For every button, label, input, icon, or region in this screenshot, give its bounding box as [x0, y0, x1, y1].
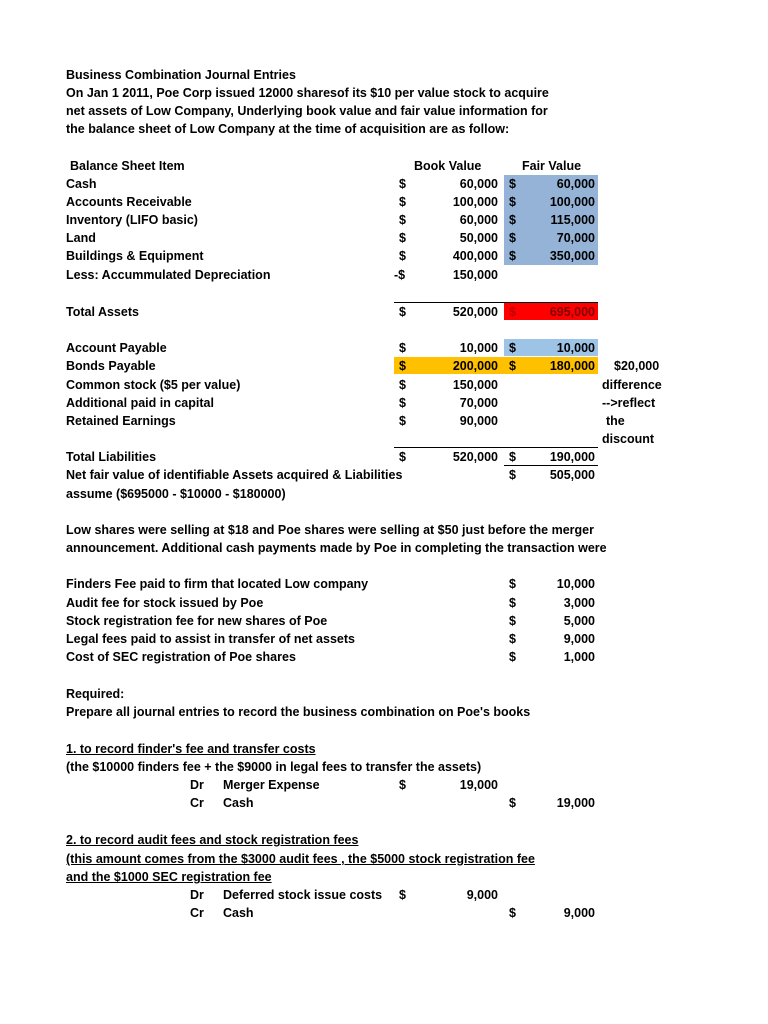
total-liabilities-book-sign: $ — [399, 450, 406, 464]
entry2-dr-account: Deferred stock issue costs — [223, 888, 383, 902]
entry2-sub-1: (this amount comes from the $3000 audit fees , the $5000 stock registration fee — [66, 852, 535, 866]
entry2-sub-2: and the $1000 SEC registration fee — [66, 870, 272, 884]
note-line-5: discount — [602, 432, 655, 446]
fee-sign: $ — [509, 614, 516, 628]
book-value: 150,000 — [452, 378, 498, 392]
book-sign: $ — [399, 249, 406, 263]
net-fair-label-2: assume ($695000 - $10000 - $180000) — [66, 487, 286, 501]
book-value: 150,000 — [452, 268, 498, 282]
fair-value: 60,000 — [556, 177, 595, 191]
net-fair-rule — [504, 465, 598, 466]
entry1-dr-sign: $ — [399, 778, 406, 792]
fair-sign: $ — [509, 359, 516, 373]
entry2-cr-tag: Cr — [190, 906, 204, 920]
total-assets-book-sign: $ — [399, 305, 406, 319]
fee-value: 10,000 — [556, 577, 595, 591]
row-label: Account Payable — [66, 341, 167, 355]
row-label: Common stock ($5 per value) — [66, 378, 241, 392]
book-sign: -$ — [394, 268, 406, 282]
fair-sign: $ — [509, 249, 516, 263]
net-fair-sign: $ — [509, 468, 516, 482]
entry1-cr-account: Cash — [223, 796, 254, 810]
required-heading: Required: — [66, 687, 125, 701]
fair-sign: $ — [509, 213, 516, 227]
book-value: 90,000 — [459, 414, 498, 428]
total-assets-fair: 695,000 — [549, 305, 595, 319]
total-liabilities-label: Total Liabilities — [66, 450, 157, 464]
book-sign: $ — [399, 359, 406, 373]
note-line-4: the — [606, 414, 625, 428]
entry2-cr-amount: 9,000 — [563, 906, 595, 920]
shares-line-2: announcement. Additional cash payments made by Poe in completing the transaction were — [66, 541, 607, 555]
fair-sign: $ — [509, 341, 516, 355]
header-book: Book Value — [414, 159, 482, 173]
row-label: Less: Accummulated Depreciation — [66, 268, 271, 282]
net-fair-label-1: Net fair value of identifiable Assets acquired & Liabilities — [66, 468, 403, 482]
total-liabilities-rule — [394, 447, 598, 448]
fee-sign: $ — [509, 632, 516, 646]
entry1-dr-amount: 19,000 — [459, 778, 498, 792]
book-value: 400,000 — [452, 249, 498, 263]
entry2-heading: 2. to record audit fees and stock registration fees — [66, 833, 359, 847]
row-label: Additional paid in capital — [66, 396, 214, 410]
entry1-sub: (the $10000 finders fee + the $9000 in legal fees to transfer the assets) — [66, 760, 482, 774]
fee-value: 1,000 — [563, 650, 595, 664]
fair-value: 70,000 — [556, 231, 595, 245]
fair-value: 350,000 — [549, 249, 595, 263]
fair-sign: $ — [509, 231, 516, 245]
fair-value: 180,000 — [549, 359, 595, 373]
total-assets-fair-sign: $ — [509, 305, 516, 319]
book-sign: $ — [399, 378, 406, 392]
book-sign: $ — [399, 231, 406, 245]
total-assets-book: 520,000 — [452, 305, 498, 319]
entry1-heading: 1. to record finder's fee and transfer costs — [66, 742, 316, 756]
book-value: 50,000 — [459, 231, 498, 245]
entry2-dr-tag: Dr — [190, 888, 204, 902]
fee-sign: $ — [509, 577, 516, 591]
row-label: Buildings & Equipment — [66, 249, 204, 263]
row-label: Inventory (LIFO basic) — [66, 213, 198, 227]
intro-line-2: net assets of Low Company, Underlying book value and fair value information for — [66, 104, 548, 118]
fair-value: 115,000 — [550, 213, 595, 227]
fee-label: Audit fee for stock issued by Poe — [66, 596, 264, 610]
shares-line-1: Low shares were selling at $18 and Poe shares were selling at $50 just before the merger — [66, 523, 594, 537]
fee-label: Cost of SEC registration of Poe shares — [66, 650, 296, 664]
entry2-cr-sign: $ — [509, 906, 516, 920]
book-value: 60,000 — [459, 213, 498, 227]
book-sign: $ — [399, 213, 406, 227]
header-item: Balance Sheet Item — [70, 159, 185, 173]
book-value: 60,000 — [459, 177, 498, 191]
entry2-dr-amount: 9,000 — [466, 888, 498, 902]
fee-label: Legal fees paid to assist in transfer of net assets — [66, 632, 355, 646]
entry2-dr-sign: $ — [399, 888, 406, 902]
total-liabilities-fair-sign: $ — [509, 450, 516, 464]
book-value: 200,000 — [452, 359, 498, 373]
entry1-cr-amount: 19,000 — [556, 796, 595, 810]
fair-value: 100,000 — [549, 195, 595, 209]
book-value: 70,000 — [459, 396, 498, 410]
book-value: 100,000 — [452, 195, 498, 209]
intro-line-3: the balance sheet of Low Company at the time of acquisition are as follow: — [66, 122, 510, 136]
entry2-cr-account: Cash — [223, 906, 254, 920]
required-text: Prepare all journal entries to record the business combination on Poe's books — [66, 705, 531, 719]
total-liabilities-fair: 190,000 — [549, 450, 595, 464]
row-label: Accounts Receivable — [66, 195, 192, 209]
total-liabilities-book: 520,000 — [452, 450, 498, 464]
entry1-dr-tag: Dr — [190, 778, 204, 792]
total-assets-label: Total Assets — [66, 305, 139, 319]
entry1-dr-account: Merger Expense — [223, 778, 320, 792]
book-sign: $ — [399, 414, 406, 428]
fee-value: 5,000 — [563, 614, 595, 628]
note-line-1: $20,000 — [614, 359, 660, 373]
fair-value: 10,000 — [556, 341, 595, 355]
total-assets-rule — [394, 302, 598, 303]
fee-value: 3,000 — [563, 596, 595, 610]
row-label: Bonds Payable — [66, 359, 156, 373]
fee-sign: $ — [509, 650, 516, 664]
note-line-2: difference — [602, 378, 662, 392]
fee-value: 9,000 — [563, 632, 595, 646]
book-sign: $ — [399, 341, 406, 355]
book-sign: $ — [399, 396, 406, 410]
intro-line-1: On Jan 1 2011, Poe Corp issued 12000 sharesof its $10 per value stock to acquire — [66, 86, 549, 100]
fee-sign: $ — [509, 596, 516, 610]
book-sign: $ — [399, 195, 406, 209]
row-label: Retained Earnings — [66, 414, 176, 428]
row-label: Land — [66, 231, 96, 245]
book-sign: $ — [399, 177, 406, 191]
net-fair-value: 505,000 — [549, 468, 595, 482]
entry1-cr-sign: $ — [509, 796, 516, 810]
row-label: Cash — [66, 177, 97, 191]
fee-label: Finders Fee paid to firm that located Low company — [66, 577, 369, 591]
note-line-3: -->reflect — [602, 396, 656, 410]
fair-sign: $ — [509, 177, 516, 191]
book-value: 10,000 — [459, 341, 498, 355]
doc-title: Business Combination Journal Entries — [66, 68, 296, 82]
fair-sign: $ — [509, 195, 516, 209]
fee-label: Stock registration fee for new shares of Poe — [66, 614, 328, 628]
header-fair: Fair Value — [522, 159, 582, 173]
entry1-cr-tag: Cr — [190, 796, 204, 810]
